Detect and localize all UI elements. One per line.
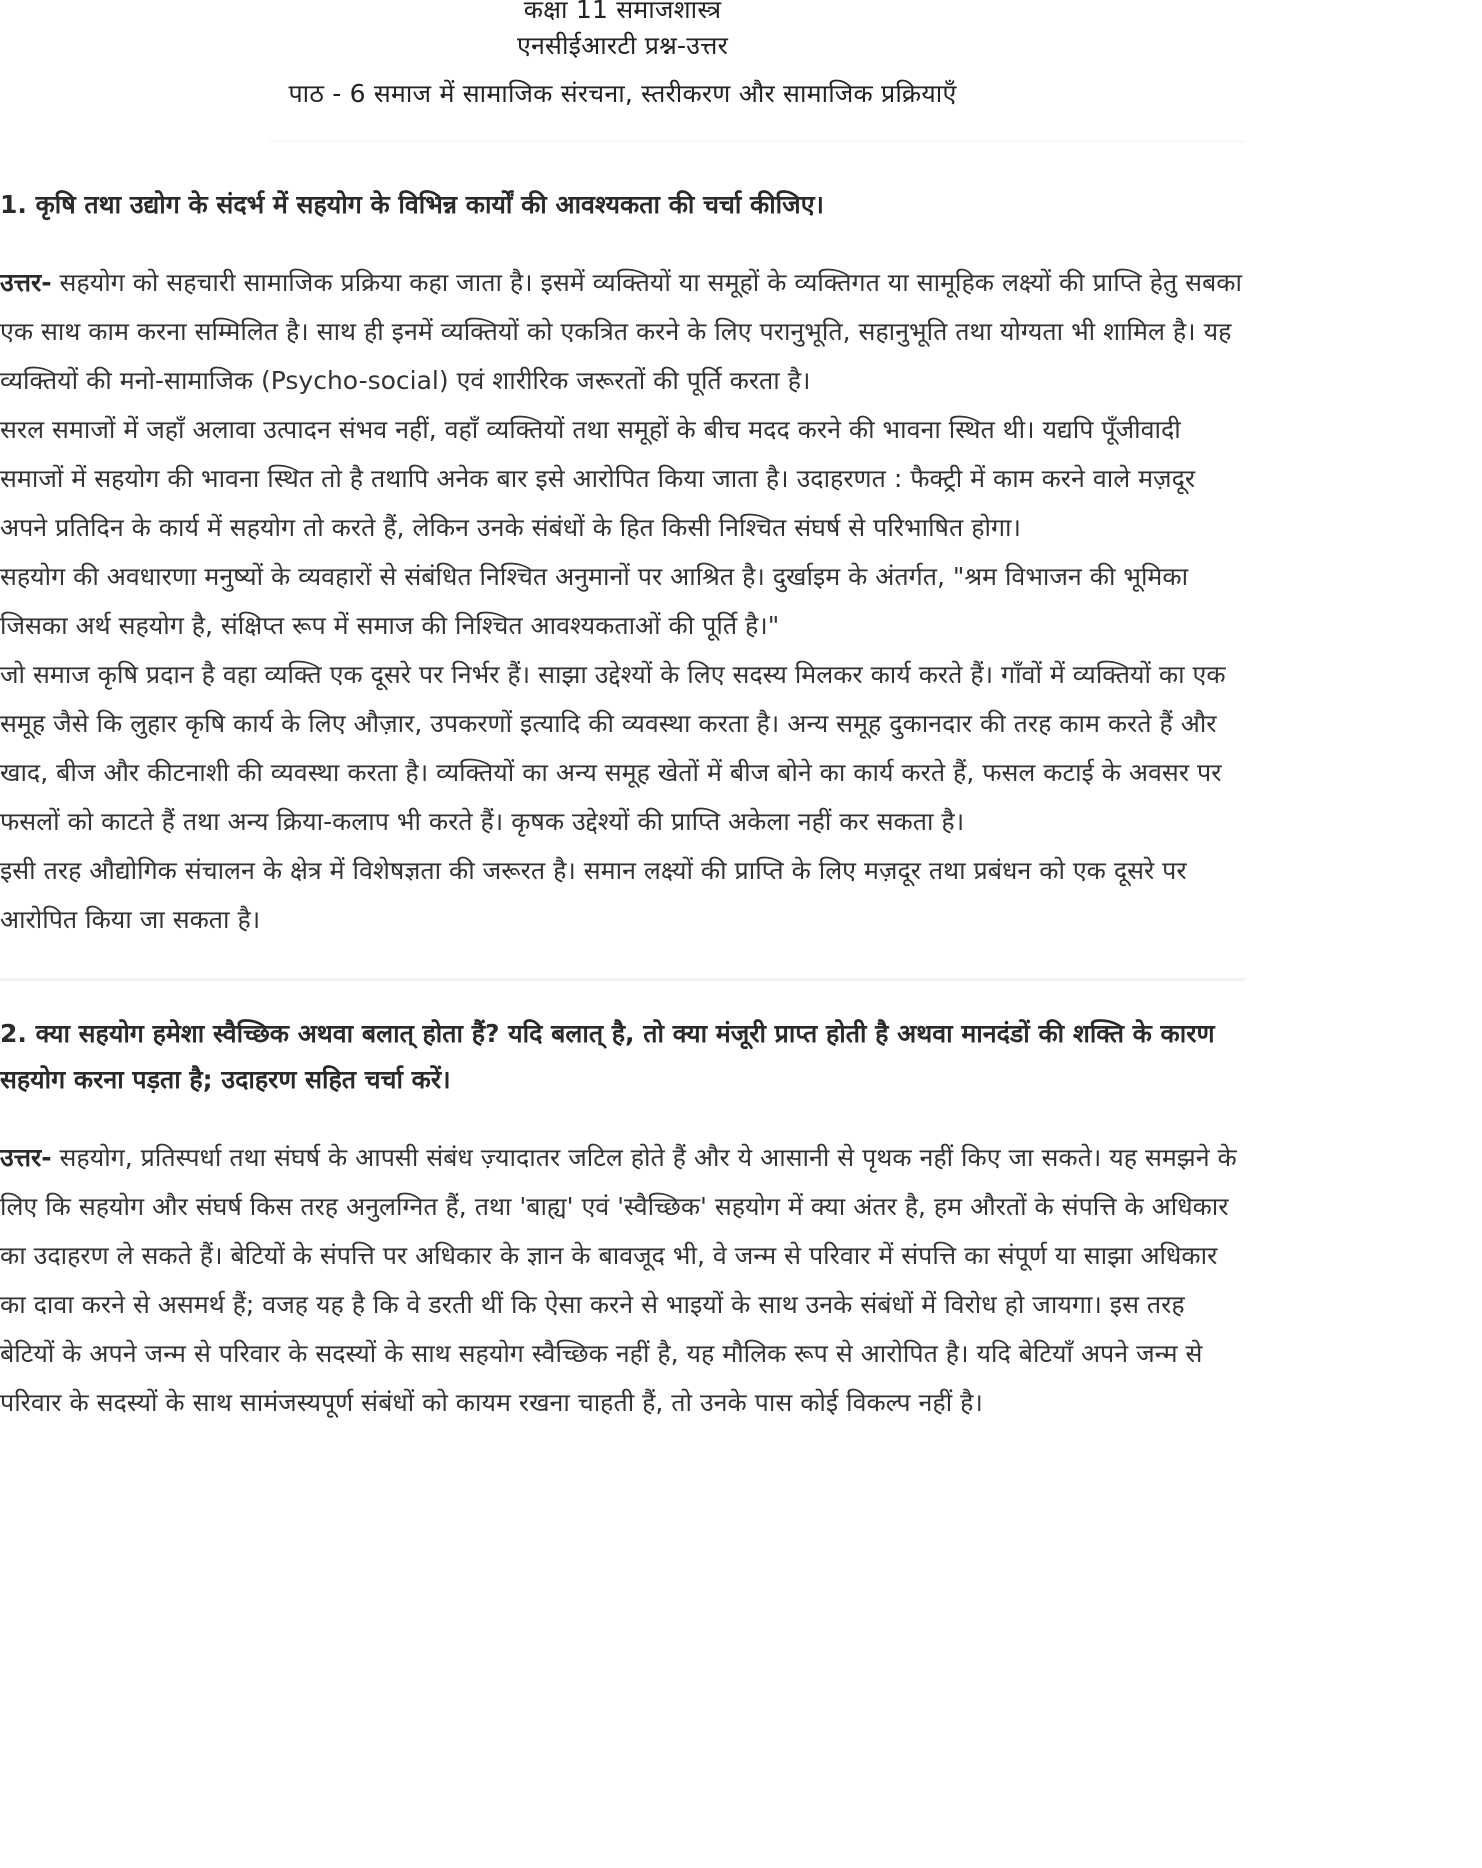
answer-1 xyxy=(0,258,1245,944)
answer-2 xyxy=(0,1133,1245,1427)
qa-section-2 xyxy=(0,1011,1245,1427)
question-1: 1. कृषि तथा उद्योग के संदर्भ में सहयोग के विभिन्न कार्यों की आवश्यकता की चर्चा कीजिए। xyxy=(0,190,824,219)
class-subject-title: कक्षा 11 समाजशास्त्र xyxy=(523,0,722,24)
series-title: एनसीईआरटी प्रश्न-उत्तर xyxy=(516,31,729,60)
answer-paragraph xyxy=(0,1133,1245,1427)
question-2: 2. क्या सहयोग हमेशा स्वैच्छिक अथवा बलात् होता हैं? यदि बलात् है, तो क्या मंजूरी प्राप्त होती है अथवा मानदंडों की शक्ति के कारण सहयोग करना पड़ता है; उदाहरण सहित चर्चा करें। xyxy=(0,1019,1215,1094)
answer-text: सहयोग, प्रतिस्पर्धा तथा संघर्ष के आपसी संबंध ज़्यादातर जटिल होते हैं और ये आसानी से पृथक नहीं किए जा सकते। यह समझने के लिए कि सहयोग और संघर्ष किस तरह अनुलग्नित हैं, तथा 'बाह्य' एवं 'स्वैच्छिक' सहयोग में क्या अंतर है, हम औरतों के संपत्ति के अधिकार का उदाहरण ले सकते हैं। बेटियों के संपत्ति पर अधिकार के ज्ञान के बावजूद भी, वे जन्म से परिवार में संपत्ति का संपूर्ण या साझा अधिकार का दावा करने से असमर्थ हैं; वजह यह है कि वे डरती थीं कि ऐसा करने से भाइयों के साथ उनके संबंधों में विरोध हो जायगा। इस तरह बेटियों के अपने जन्म से परिवार के सदस्यों के साथ सहयोग स्वैच्छिक नहीं है, यह मौलिक रूप से आरोपित है। यदि बेटियाँ अपने जन्म से परिवार के सदस्यों के साथ सामंजस्यपूर्ण संबंधों को कायम रखना चाहती हैं, तो उनके पास कोई विकल्प नहीं है। xyxy=(0,1143,1237,1417)
answer-paragraph: इसी तरह औद्योगिक संचालन के क्षेत्र में विशेषज्ञता की जरूरत है। समान लक्ष्यों की प्राप्ति के लिए मज़दूर तथा प्रबंधन को एक दूसरे पर आरोपित किया जा सकता है। xyxy=(0,856,1187,934)
answer-paragraph: सरल समाजों में जहाँ अलावा उत्पादन संभव नहीं, वहाँ व्यक्तियों तथा समूहों के बीच मदद करने की भावना स्थित थी। यद्यपि पूँजीवादी समाजों में सहयोग की भावना स्थित तो है तथापि अनेक बार इसे आरोपित किया जाता है। उदाहरणत : फैक्ट्री में काम करने वाले मज़दूर अपने प्रतिदिन के कार्य में सहयोग तो करते हैं, लेकिन उनके संबंधों के हित किसी निश्चित संघर्ष से परिभाषित होगा। xyxy=(0,415,1196,542)
chapter-title: पाठ - 6 समाज में सामाजिक संरचना, स्तरीकरण और सामाजिक प्रक्रियाएँ xyxy=(288,79,957,108)
qa-section-1 xyxy=(0,182,1245,944)
answer-text: सहयोग को सहचारी सामाजिक प्रक्रिया कहा जाता है। इसमें व्यक्तियों या समूहों के व्यक्तिगत या सामूहिक लक्ष्यों की प्राप्ति हेतु सबका एक साथ काम करना सम्मिलित है। साथ ही इनमें व्यक्तियों को एकत्रित करने के लिए परानुभूति, सहानुभूति तथा योग्यता भी शामिल है। यह व्यक्तियों की मनो-सामाजिक (Psycho-social) एवं शारीरिक जरूरतों की पूर्ति करता है। xyxy=(0,268,1242,395)
answer-paragraph: जो समाज कृषि प्रदान है वहा व्यक्ति एक दूसरे पर निर्भर हैं। साझा उद्देश्यों के लिए सदस्य मिलकर कार्य करते हैं। गाँवों में व्यक्तियों का एक समूह जैसे कि लुहार कृषि कार्य के लिए औज़ार, उपकरणों इत्यादि की व्यवस्था करता है। अन्य समूह दुकानदार की तरह काम करते हैं और खाद, बीज और कीटनाशी की व्यवस्था करता है। व्यक्तियों का अन्य समूह खेतों में बीज बोने का कार्य करते हैं, फसल कटाई के अवसर पर फसलों को काटते हैं तथा अन्य क्रिया-कलाप भी करते हैं। कृषक उद्देश्यों की प्राप्ति अकेला नहीं कर सकता है। xyxy=(0,660,1226,836)
header-divider xyxy=(268,140,1245,144)
answer-paragraph xyxy=(0,258,1245,405)
document-header xyxy=(0,0,1245,144)
section-divider xyxy=(0,978,1245,981)
answer-label: उत्तर- xyxy=(0,268,52,297)
answer-paragraph: सहयोग की अवधारणा मनुष्यों के व्यवहारों से संबंधित निश्चित अनुमानों पर आश्रित है। दुर्खाइम के अंतर्गत, "श्रम विभाजन की भूमिका जिसका अर्थ सहयोग है, संक्षिप्त रूप में समाज की निश्चित आवश्यकताओं की पूर्ति है।" xyxy=(0,562,1189,640)
answer-label: उत्तर- xyxy=(0,1143,52,1172)
